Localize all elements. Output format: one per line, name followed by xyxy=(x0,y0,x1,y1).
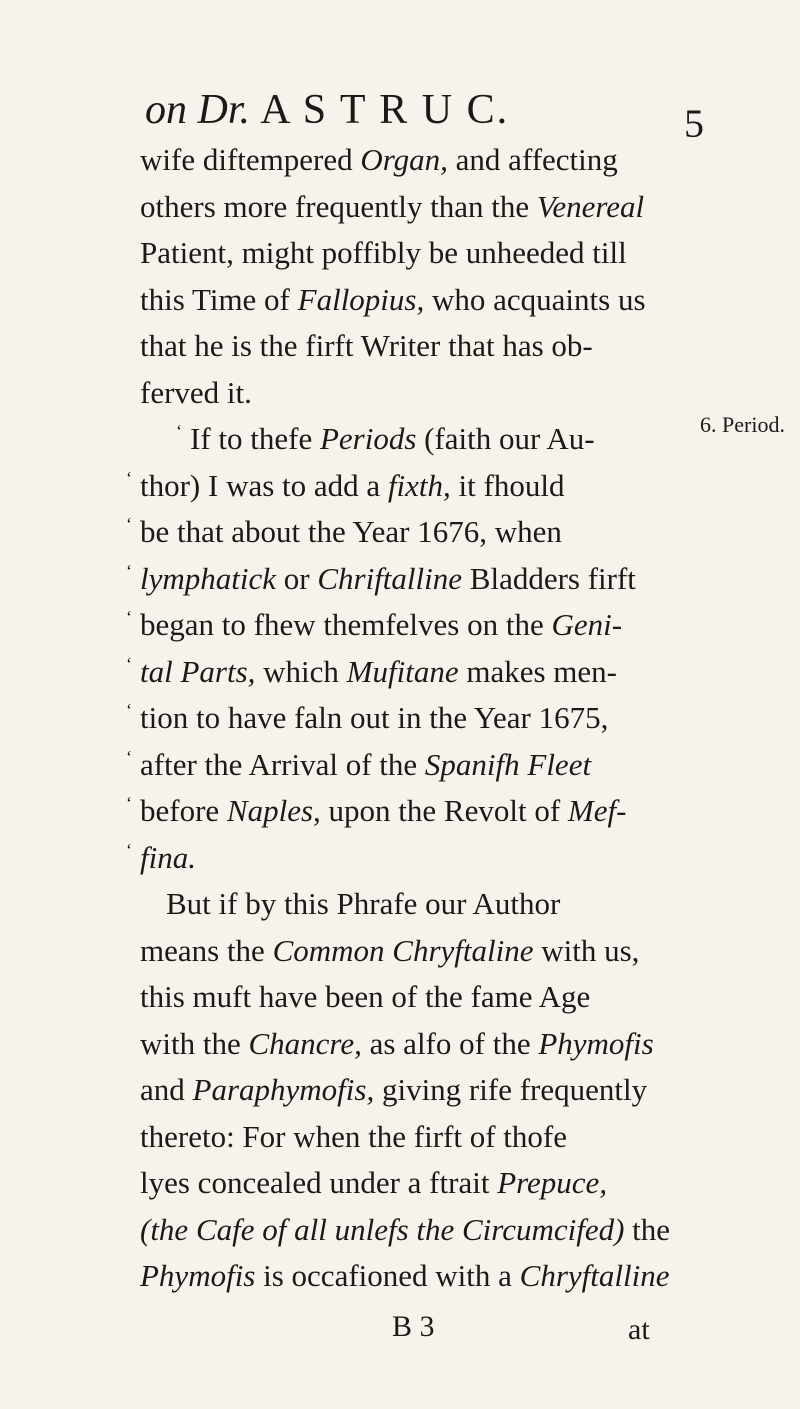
quote-mark: ‘ xyxy=(126,839,132,860)
running-head-name: A S T R U C. xyxy=(260,87,510,133)
line-text: this Time of xyxy=(140,281,298,317)
italic-text: Venereal xyxy=(536,188,645,224)
quote-mark: ‘ xyxy=(126,467,132,488)
line-text: began to fhew themfelves on the xyxy=(140,607,552,642)
text-line xyxy=(126,467,565,505)
running-head-prefix: on Dr. xyxy=(145,87,251,133)
line-text: others more frequently than the xyxy=(140,188,537,224)
line-text: the xyxy=(624,1211,671,1247)
line-text: is occafioned with a xyxy=(255,1258,520,1293)
line-text: ferved it. xyxy=(140,374,252,410)
italic-text: Organ, xyxy=(360,142,448,177)
line-text: that he is the firft Writer that has ob- xyxy=(140,328,593,363)
margin-note: 6. Period. xyxy=(700,412,785,437)
italic-text: fixth, xyxy=(387,467,451,503)
line-text: makes men- xyxy=(458,653,617,689)
italic-text: (the Cafe of all unlefs the Circumcifed) xyxy=(140,1211,625,1247)
text-line xyxy=(140,1257,669,1295)
line-text: and xyxy=(140,1072,193,1107)
text-line xyxy=(140,1164,607,1202)
italic-text: Common Chryftaline xyxy=(272,932,534,968)
text-line xyxy=(126,699,609,737)
text-line xyxy=(140,1211,670,1249)
line-text: it fhould xyxy=(450,467,565,503)
quote-mark: ‘ xyxy=(126,793,132,813)
signature-mark: B 3 xyxy=(392,1310,435,1343)
line-text: Patient, might poffibly be unheeded till xyxy=(140,235,627,270)
italic-text: Fallopius, xyxy=(297,281,425,317)
italic-text: tal Parts, xyxy=(140,653,256,689)
text-line xyxy=(140,188,644,226)
text-line xyxy=(140,141,618,179)
text-line xyxy=(140,1025,654,1063)
quote-mark: ‘ xyxy=(126,514,132,534)
italic-text: Chriftalline xyxy=(317,560,463,596)
line-text: lyes concealed under a ftrait xyxy=(140,1165,498,1200)
line-text: means the xyxy=(140,932,273,968)
italic-text: Geni- xyxy=(551,607,623,642)
line-text: (faith our Au- xyxy=(416,421,595,456)
line-text: tion to have faln out in the Year 1675, xyxy=(140,700,609,735)
italic-text: fina. xyxy=(140,839,196,875)
italic-text: Spanifh Fleet xyxy=(424,746,592,782)
line-text: this muft have been of the fame Age xyxy=(140,979,591,1014)
text-line xyxy=(140,978,590,1016)
line-text: before xyxy=(140,793,227,828)
text-line xyxy=(140,1071,647,1109)
catchword: at xyxy=(628,1313,650,1346)
line-text: But if by this Phrafe our Author xyxy=(166,886,561,921)
line-text: which xyxy=(255,653,347,689)
italic-text: Mufitane xyxy=(346,653,459,689)
italic-text: Mef- xyxy=(567,793,627,828)
italic-text: Phymofis xyxy=(538,1025,654,1061)
line-text: after the Arrival of the xyxy=(140,746,425,782)
italic-text: Chryftalline xyxy=(519,1258,670,1293)
italic-text: Phymofis xyxy=(140,1258,256,1293)
line-text: Bladders firft xyxy=(462,560,636,596)
page-number: 5 xyxy=(684,101,704,146)
italic-text: Prepuce, xyxy=(497,1165,608,1200)
text-line xyxy=(126,792,627,830)
line-text: thereto: For when the firft of thofe xyxy=(140,1118,567,1154)
line-text: or xyxy=(276,560,318,596)
quote-mark: ‘ xyxy=(176,421,182,441)
text-line xyxy=(140,234,627,272)
text-line xyxy=(126,606,623,644)
line-text: with us, xyxy=(533,932,640,968)
line-text: with the xyxy=(140,1025,249,1061)
text-line xyxy=(140,281,646,319)
text-line xyxy=(140,374,252,412)
text-line xyxy=(140,1118,567,1156)
text-line xyxy=(126,746,592,784)
line-text: wife diftempered xyxy=(140,142,361,177)
italic-text: Naples, xyxy=(226,793,321,828)
line-text: and affecting xyxy=(447,142,618,177)
text-line xyxy=(176,420,595,458)
line-text: as alfo of the xyxy=(361,1025,539,1061)
italic-text: Periods xyxy=(319,421,417,456)
text-line xyxy=(140,327,593,365)
running-header xyxy=(0,86,800,146)
line-text: who acquaints us xyxy=(424,281,646,317)
text-line xyxy=(140,932,639,970)
italic-text: Paraphymofis, xyxy=(192,1072,375,1107)
text-line xyxy=(126,839,196,877)
text-line xyxy=(166,885,560,923)
text-line xyxy=(126,560,636,598)
quote-mark: ‘ xyxy=(126,700,132,720)
line-text: upon the Revolt of xyxy=(320,793,568,828)
line-text: giving rife frequently xyxy=(374,1072,648,1107)
text-line xyxy=(126,513,562,551)
quote-mark: ‘ xyxy=(126,653,132,674)
line-text: thor) I was to add a xyxy=(140,467,388,503)
quote-mark: ‘ xyxy=(126,607,132,627)
italic-text: Chancre, xyxy=(248,1025,362,1061)
quote-mark: ‘ xyxy=(126,746,132,767)
line-text: If to thefe xyxy=(190,421,320,456)
line-text: be that about the Year 1676, when xyxy=(140,514,562,549)
text-line xyxy=(126,653,617,691)
quote-mark: ‘ xyxy=(126,560,132,581)
italic-text: lymphatick xyxy=(140,560,277,596)
running-head xyxy=(145,86,509,134)
